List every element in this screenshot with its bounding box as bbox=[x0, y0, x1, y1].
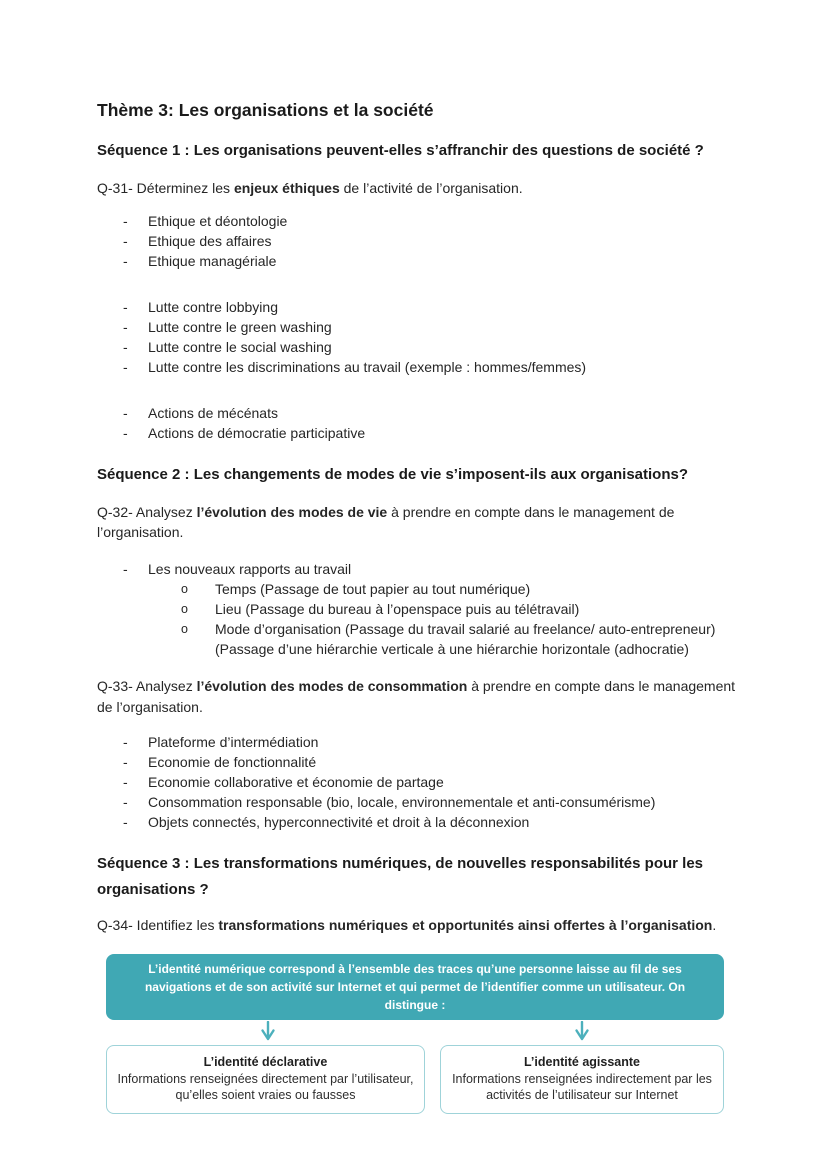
dash-bullet: - bbox=[123, 793, 128, 810]
list-item bbox=[97, 317, 745, 337]
question-q34 bbox=[97, 915, 739, 935]
dash-bullet: - bbox=[123, 359, 128, 376]
circle-bullet: o bbox=[181, 602, 188, 617]
list-item-text: Plateforme d’intermédiation bbox=[148, 733, 319, 750]
q34-bold: transformations numériques et opportunités ainsi offertes à l’organisation bbox=[218, 917, 713, 934]
circle-bullet: o bbox=[181, 582, 188, 597]
circle-bullet: o bbox=[181, 622, 188, 637]
list-item bbox=[97, 337, 745, 357]
list-item-text: Actions de mécénats bbox=[148, 405, 278, 422]
q34-suffix: . bbox=[712, 917, 717, 934]
q31-bold: enjeux éthiques bbox=[233, 179, 340, 196]
identity-boxes bbox=[106, 1045, 724, 1114]
list-item bbox=[97, 357, 745, 377]
list-item-text: Lutte contre lobbying bbox=[148, 299, 278, 316]
diagram-arrows bbox=[106, 1020, 724, 1045]
list-item-text: Consommation responsable (bio, locale, environnementale et anti-consumérisme) bbox=[148, 793, 656, 810]
list-item bbox=[97, 211, 745, 231]
document-content bbox=[97, 100, 745, 1114]
list-item bbox=[97, 772, 745, 792]
sequence1-heading: Séquence 1 : Les organisations peuvent-elles s’affranchir des questions de société ? bbox=[97, 142, 704, 159]
q33-suffix: à prendre en compte dans le management de l’organisation. bbox=[97, 678, 736, 715]
acting-identity-box bbox=[440, 1045, 724, 1114]
list-item bbox=[97, 792, 745, 812]
declarative-identity-box bbox=[106, 1045, 425, 1114]
list-item-text: Objets connectés, hyperconnectivité et droit à la déconnexion bbox=[148, 813, 530, 830]
dash-bullet: - bbox=[123, 753, 128, 770]
list-item-text: Les nouveaux rapports au travail bbox=[148, 561, 352, 578]
q31-suffix: de l’activité de l’organisation. bbox=[339, 179, 523, 196]
list-item bbox=[97, 559, 745, 579]
acting-identity-title: L’identité agissante bbox=[523, 1054, 640, 1069]
dash-bullet: - bbox=[123, 339, 128, 356]
sequence2-heading: Séquence 2 : Les changements de modes de vie s’imposent-ils aux organisations? bbox=[97, 466, 689, 484]
list-item-text: Temps (Passage de tout papier au tout numérique) bbox=[215, 581, 531, 598]
q32-bold: l’évolution des modes de vie bbox=[196, 503, 388, 520]
sequence3-heading: Séquence 3 : Les transformations numériques, de nouvelles responsabilités pour les organisations ? bbox=[97, 854, 704, 899]
dash-bullet: - bbox=[123, 773, 128, 790]
q33-bold: l’évolution des modes de consommation bbox=[196, 678, 468, 695]
list-item-continuation: (Passage d’une hiérarchie verticale à une hiérarchie horizontale (adhocratie) bbox=[215, 641, 689, 658]
list-item-text: Ethique managériale bbox=[148, 253, 277, 270]
work-list bbox=[97, 559, 745, 579]
q33-prefix: Q-33- Analysez bbox=[97, 678, 197, 695]
page-title: Thème 3: Les organisations et la société bbox=[97, 100, 434, 120]
q32-suffix: à prendre en compte dans le management de l’organisation. bbox=[97, 503, 675, 541]
list-item bbox=[97, 732, 745, 752]
dash-bullet: - bbox=[123, 253, 128, 270]
dash-bullet: - bbox=[123, 561, 128, 578]
declarative-identity-title: L’identité déclarative bbox=[203, 1054, 328, 1069]
list-item bbox=[97, 231, 745, 251]
down-arrow-icon bbox=[574, 1021, 590, 1045]
fight-list bbox=[97, 297, 745, 377]
list-item-text: Economie de fonctionnalité bbox=[148, 753, 317, 770]
q34-prefix: Q-34- Identifiez les bbox=[97, 917, 219, 934]
list-item bbox=[97, 599, 745, 619]
list-item-text: Lutte contre les discriminations au travail (exemple : hommes/femmes) bbox=[148, 359, 587, 376]
list-item-text: Mode d’organisation (Passage du travail salarié au freelance/ auto-entrepreneur) bbox=[215, 621, 716, 638]
dash-bullet: - bbox=[123, 733, 128, 750]
question-q32 bbox=[97, 502, 739, 543]
list-item bbox=[97, 403, 745, 423]
list-item bbox=[97, 423, 745, 443]
identity-diagram bbox=[106, 954, 724, 1114]
declarative-identity-body: Informations renseignées directement par l’utilisateur, qu’elles soient vraies ou fausses bbox=[117, 1071, 414, 1103]
list-item bbox=[97, 752, 745, 772]
acting-identity-body: Informations renseignées indirectement par les activités de l’utilisateur sur Internet bbox=[452, 1071, 712, 1103]
digital-identity-banner: L’identité numérique correspond à l’ensemble des traces qu’une personne laisse au fil de ses navigations et de son activité sur Internet et qui permet de l’identifier comme un utilisateur. On distingue : bbox=[106, 954, 724, 1020]
list-item bbox=[97, 812, 745, 832]
dash-bullet: - bbox=[123, 233, 128, 250]
list-item-text: Lieu (Passage du bureau à l’openspace puis au télétravail) bbox=[215, 601, 580, 618]
q31-prefix: Q-31- Déterminez les bbox=[97, 179, 234, 196]
dash-bullet: - bbox=[123, 405, 128, 422]
ethics-list bbox=[97, 211, 745, 271]
list-item bbox=[97, 619, 745, 659]
list-item-text: Lutte contre le social washing bbox=[148, 339, 332, 356]
list-item-text: Economie collaborative et économie de partage bbox=[148, 773, 444, 790]
actions-list bbox=[97, 403, 745, 443]
list-item bbox=[97, 297, 745, 317]
dash-bullet: - bbox=[123, 213, 128, 230]
dash-bullet: - bbox=[123, 813, 128, 830]
dash-bullet: - bbox=[123, 319, 128, 336]
list-item-text: Lutte contre le green washing bbox=[148, 319, 332, 336]
list-item-text: Actions de démocratie participative bbox=[148, 425, 366, 442]
question-q31 bbox=[97, 178, 739, 198]
dash-bullet: - bbox=[123, 425, 128, 442]
question-q33 bbox=[97, 676, 739, 717]
work-sub-list bbox=[97, 579, 745, 659]
q32-prefix: Q-32- Analysez bbox=[97, 503, 197, 520]
list-item-text: Ethique et déontologie bbox=[148, 213, 288, 230]
consumption-list bbox=[97, 732, 745, 832]
dash-bullet: - bbox=[123, 299, 128, 316]
down-arrow-icon bbox=[260, 1021, 276, 1045]
list-item bbox=[97, 579, 745, 599]
list-item bbox=[97, 251, 745, 271]
list-item-text: Ethique des affaires bbox=[148, 233, 272, 250]
